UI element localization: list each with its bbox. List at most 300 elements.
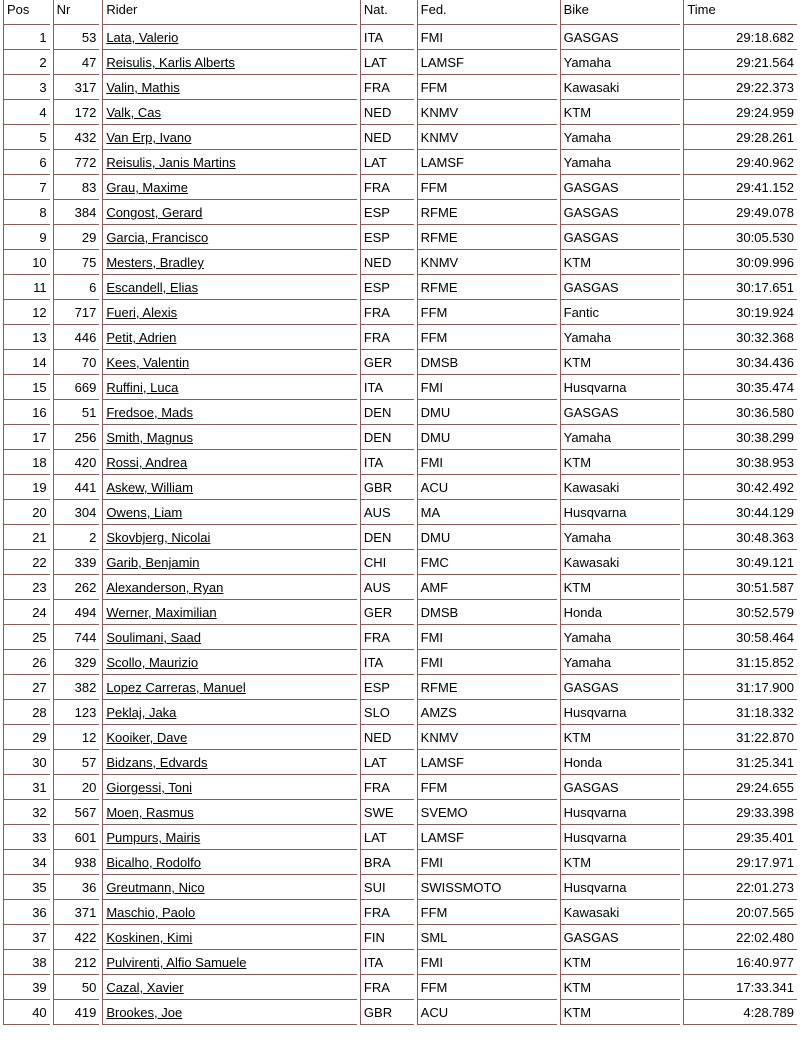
pos-cell: 19 — [3, 475, 50, 500]
bike-cell: GASGAS — [560, 400, 681, 425]
nat-cell: NED — [360, 250, 414, 275]
nat-cell: SUI — [360, 875, 414, 900]
nr-cell: 938 — [53, 850, 100, 875]
nr-cell: 83 — [53, 175, 100, 200]
pos-cell: 23 — [3, 575, 50, 600]
rider-cell — [102, 1000, 357, 1025]
table-row — [3, 500, 797, 525]
table-row — [3, 50, 797, 75]
rider-link[interactable]: Cazal, Xavier — [106, 980, 184, 995]
fed-cell: SML — [417, 925, 557, 950]
time-cell: 31:22.870 — [683, 725, 797, 750]
header-nr: Nr — [53, 0, 100, 25]
fed-cell: DMSB — [417, 600, 557, 625]
bike-cell: GASGAS — [560, 175, 681, 200]
fed-cell: SWISSMOTO — [417, 875, 557, 900]
pos-cell: 21 — [3, 525, 50, 550]
fed-cell: FFM — [417, 175, 557, 200]
table-row — [3, 75, 797, 100]
nat-cell: GBR — [360, 1000, 414, 1025]
pos-cell: 11 — [3, 275, 50, 300]
nat-cell: ITA — [360, 450, 414, 475]
rider-link[interactable]: Kees, Valentin — [106, 355, 190, 370]
fed-cell: LAMSF — [417, 150, 557, 175]
pos-cell: 28 — [3, 700, 50, 725]
fed-cell: FFM — [417, 325, 557, 350]
nr-cell: 123 — [53, 700, 100, 725]
table-row — [3, 975, 797, 1000]
pos-cell: 14 — [3, 350, 50, 375]
rider-cell — [102, 800, 357, 825]
rider-link[interactable]: Bicalho, Rodolfo — [106, 855, 201, 870]
pos-cell: 37 — [3, 925, 50, 950]
time-cell: 30:05.530 — [683, 225, 797, 250]
time-cell: 29:41.152 — [683, 175, 797, 200]
nat-cell: FRA — [360, 625, 414, 650]
rider-link[interactable]: Scollo, Maurizio — [106, 655, 199, 670]
table-row — [3, 700, 797, 725]
rider-link[interactable]: Greutmann, Nico — [106, 880, 205, 895]
rider-link[interactable]: Lata, Valerio — [106, 30, 179, 45]
fed-cell: AMF — [417, 575, 557, 600]
nr-cell: 50 — [53, 975, 100, 1000]
rider-link[interactable]: Van Erp, Ivano — [106, 130, 192, 145]
rider-cell — [102, 825, 357, 850]
bike-cell: KTM — [560, 450, 681, 475]
nr-cell: 371 — [53, 900, 100, 925]
table-row — [3, 725, 797, 750]
nr-cell: 57 — [53, 750, 100, 775]
bike-cell: KTM — [560, 250, 681, 275]
table-row — [3, 125, 797, 150]
rider-cell — [102, 350, 357, 375]
time-cell: 30:58.464 — [683, 625, 797, 650]
table-row — [3, 250, 797, 275]
pos-cell: 40 — [3, 1000, 50, 1025]
table-row — [3, 300, 797, 325]
rider-link[interactable]: Garcia, Francisco — [106, 230, 209, 245]
rider-link[interactable]: Garib, Benjamin — [106, 555, 200, 570]
pos-cell: 15 — [3, 375, 50, 400]
rider-link[interactable]: Soulimani, Saad — [106, 630, 201, 645]
nat-cell: ITA — [360, 25, 414, 50]
rider-link[interactable]: Maschio, Paolo — [106, 905, 196, 920]
rider-link[interactable]: Giorgessi, Toni — [106, 780, 193, 795]
fed-cell: DMU — [417, 525, 557, 550]
nr-cell: 47 — [53, 50, 100, 75]
nat-cell: NED — [360, 125, 414, 150]
fed-cell: FMI — [417, 950, 557, 975]
pos-cell: 1 — [3, 25, 50, 50]
bike-cell: Honda — [560, 600, 681, 625]
bike-cell: KTM — [560, 350, 681, 375]
pos-cell: 5 — [3, 125, 50, 150]
table-row — [3, 100, 797, 125]
nr-cell: 717 — [53, 300, 100, 325]
rider-cell — [102, 425, 357, 450]
nr-cell: 304 — [53, 500, 100, 525]
rider-link[interactable]: Valin, Mathis — [106, 80, 180, 95]
fed-cell: KNMV — [417, 250, 557, 275]
rider-cell — [102, 150, 357, 175]
fed-cell: LAMSF — [417, 750, 557, 775]
nr-cell: 256 — [53, 425, 100, 450]
fed-cell: FMC — [417, 550, 557, 575]
fed-cell: FFM — [417, 75, 557, 100]
rider-link[interactable]: Valk, Cas — [106, 105, 161, 120]
pos-cell: 9 — [3, 225, 50, 250]
rider-cell — [102, 75, 357, 100]
time-cell: 31:18.332 — [683, 700, 797, 725]
rider-link[interactable]: Peklaj, Jaka — [106, 705, 177, 720]
fed-cell: DMU — [417, 425, 557, 450]
time-cell: 29:33.398 — [683, 800, 797, 825]
nat-cell: FRA — [360, 900, 414, 925]
nat-cell: FRA — [360, 775, 414, 800]
pos-cell: 12 — [3, 300, 50, 325]
rider-cell — [102, 375, 357, 400]
fed-cell: ACU — [417, 1000, 557, 1025]
nat-cell: CHI — [360, 550, 414, 575]
nr-cell: 772 — [53, 150, 100, 175]
nat-cell: SWE — [360, 800, 414, 825]
nat-cell: FRA — [360, 325, 414, 350]
nr-cell: 51 — [53, 400, 100, 425]
table-row — [3, 925, 797, 950]
table-row — [3, 175, 797, 200]
rider-link[interactable]: Koskinen, Kimi — [106, 930, 193, 945]
rider-link[interactable]: Escandell, Elias — [106, 280, 199, 295]
bike-cell: KTM — [560, 575, 681, 600]
bike-cell: GASGAS — [560, 925, 681, 950]
table-row — [3, 900, 797, 925]
bike-cell: Fantic — [560, 300, 681, 325]
time-cell: 29:21.564 — [683, 50, 797, 75]
rider-cell — [102, 775, 357, 800]
nat-cell: ESP — [360, 275, 414, 300]
time-cell: 29:35.401 — [683, 825, 797, 850]
time-cell: 30:32.368 — [683, 325, 797, 350]
nr-cell: 339 — [53, 550, 100, 575]
pos-cell: 3 — [3, 75, 50, 100]
nr-cell: 262 — [53, 575, 100, 600]
table-row — [3, 450, 797, 475]
rider-cell — [102, 725, 357, 750]
nr-cell: 75 — [53, 250, 100, 275]
nr-cell: 29 — [53, 225, 100, 250]
table-row — [3, 25, 797, 50]
rider-link[interactable]: Mesters, Bradley — [106, 255, 204, 270]
pos-cell: 24 — [3, 600, 50, 625]
time-cell: 30:36.580 — [683, 400, 797, 425]
rider-cell — [102, 450, 357, 475]
rider-cell — [102, 325, 357, 350]
table-row — [3, 275, 797, 300]
bike-cell: GASGAS — [560, 275, 681, 300]
time-cell: 30:44.129 — [683, 500, 797, 525]
nat-cell: FRA — [360, 300, 414, 325]
rider-link[interactable]: Pulvirenti, Alfio Samuele — [106, 955, 247, 970]
bike-cell: GASGAS — [560, 225, 681, 250]
nat-cell: LAT — [360, 150, 414, 175]
nat-cell: LAT — [360, 50, 414, 75]
table-row — [3, 475, 797, 500]
table-row — [3, 350, 797, 375]
time-cell: 30:51.587 — [683, 575, 797, 600]
time-cell: 30:52.579 — [683, 600, 797, 625]
time-cell: 29:17.971 — [683, 850, 797, 875]
pos-cell: 35 — [3, 875, 50, 900]
pos-cell: 20 — [3, 500, 50, 525]
nat-cell: LAT — [360, 825, 414, 850]
rider-cell — [102, 475, 357, 500]
pos-cell: 10 — [3, 250, 50, 275]
pos-cell: 2 — [3, 50, 50, 75]
rider-link[interactable]: Brookes, Joe — [106, 1005, 183, 1020]
header-row — [3, 0, 797, 25]
nat-cell: ESP — [360, 200, 414, 225]
time-cell: 17:33.341 — [683, 975, 797, 1000]
rider-link[interactable]: Lopez Carreras, Manuel — [106, 680, 246, 695]
rider-cell — [102, 950, 357, 975]
rider-link[interactable]: Reisulis, Janis Martins — [106, 155, 236, 170]
fed-cell: SVEMO — [417, 800, 557, 825]
nr-cell: 212 — [53, 950, 100, 975]
rider-cell — [102, 175, 357, 200]
nr-cell: 446 — [53, 325, 100, 350]
pos-cell: 6 — [3, 150, 50, 175]
nr-cell: 441 — [53, 475, 100, 500]
fed-cell: LAMSF — [417, 50, 557, 75]
bike-cell: Kawasaki — [560, 900, 681, 925]
bike-cell: Kawasaki — [560, 75, 681, 100]
time-cell: 30:42.492 — [683, 475, 797, 500]
bike-cell: Husqvarna — [560, 800, 681, 825]
fed-cell: RFME — [417, 275, 557, 300]
bike-cell: Yamaha — [560, 625, 681, 650]
nat-cell: FRA — [360, 975, 414, 1000]
nat-cell: LAT — [360, 750, 414, 775]
pos-cell: 38 — [3, 950, 50, 975]
nat-cell: ITA — [360, 950, 414, 975]
nr-cell: 494 — [53, 600, 100, 625]
rider-link[interactable]: Moen, Rasmus — [106, 805, 194, 820]
rider-link[interactable]: Fueri, Alexis — [106, 305, 178, 320]
rider-link[interactable]: Alexanderson, Ryan — [106, 580, 224, 595]
pos-cell: 31 — [3, 775, 50, 800]
time-cell: 29:24.959 — [683, 100, 797, 125]
table-row — [3, 550, 797, 575]
time-cell: 4:28.789 — [683, 1000, 797, 1025]
rider-link[interactable]: Congost, Gerard — [106, 205, 203, 220]
nat-cell: FRA — [360, 75, 414, 100]
fed-cell: FMI — [417, 450, 557, 475]
nat-cell: DEN — [360, 400, 414, 425]
table-row — [3, 1000, 797, 1025]
table-row — [3, 600, 797, 625]
pos-cell: 22 — [3, 550, 50, 575]
nat-cell: DEN — [360, 525, 414, 550]
time-cell: 30:35.474 — [683, 375, 797, 400]
bike-cell: Husqvarna — [560, 375, 681, 400]
nr-cell: 6 — [53, 275, 100, 300]
nr-cell: 601 — [53, 825, 100, 850]
nr-cell: 744 — [53, 625, 100, 650]
nr-cell: 432 — [53, 125, 100, 150]
table-row — [3, 400, 797, 425]
rider-cell — [102, 850, 357, 875]
nr-cell: 384 — [53, 200, 100, 225]
table-row — [3, 425, 797, 450]
nr-cell: 329 — [53, 650, 100, 675]
fed-cell: DMSB — [417, 350, 557, 375]
header-nat: Nat. — [360, 0, 414, 25]
fed-cell: KNMV — [417, 725, 557, 750]
bike-cell: GASGAS — [560, 25, 681, 50]
time-cell: 31:17.900 — [683, 675, 797, 700]
rider-link[interactable]: Rossi, Andrea — [106, 455, 188, 470]
table-row — [3, 825, 797, 850]
time-cell: 30:48.363 — [683, 525, 797, 550]
table-row — [3, 200, 797, 225]
rider-link[interactable]: Ruffini, Luca — [106, 380, 179, 395]
fed-cell: FMI — [417, 850, 557, 875]
rider-link[interactable]: Reisulis, Karlis Alberts — [106, 55, 235, 70]
rider-link[interactable]: Petit, Adrien — [106, 330, 177, 345]
nat-cell: GBR — [360, 475, 414, 500]
pos-cell: 25 — [3, 625, 50, 650]
table-row — [3, 625, 797, 650]
nr-cell: 420 — [53, 450, 100, 475]
time-cell: 16:40.977 — [683, 950, 797, 975]
rider-link[interactable]: Werner, Maximilian — [106, 605, 217, 620]
bike-cell: KTM — [560, 850, 681, 875]
rider-cell — [102, 750, 357, 775]
rider-cell — [102, 700, 357, 725]
nr-cell: 382 — [53, 675, 100, 700]
rider-cell — [102, 525, 357, 550]
time-cell: 30:38.299 — [683, 425, 797, 450]
time-cell: 29:18.682 — [683, 25, 797, 50]
nat-cell: GER — [360, 350, 414, 375]
nr-cell: 567 — [53, 800, 100, 825]
fed-cell: ACU — [417, 475, 557, 500]
time-cell: 29:24.655 — [683, 775, 797, 800]
rider-cell — [102, 275, 357, 300]
bike-cell: Kawasaki — [560, 475, 681, 500]
rider-link[interactable]: Kooiker, Dave — [106, 730, 188, 745]
fed-cell: FFM — [417, 300, 557, 325]
rider-link[interactable]: Grau, Maxime — [106, 180, 188, 195]
bike-cell: KTM — [560, 950, 681, 975]
nat-cell: FRA — [360, 175, 414, 200]
pos-cell: 34 — [3, 850, 50, 875]
time-cell: 30:34.436 — [683, 350, 797, 375]
rider-cell — [102, 300, 357, 325]
nat-cell: ESP — [360, 675, 414, 700]
table-row — [3, 150, 797, 175]
pos-cell: 27 — [3, 675, 50, 700]
time-cell: 30:38.953 — [683, 450, 797, 475]
rider-link[interactable]: Skovbjerg, Nicolai — [106, 530, 211, 545]
time-cell: 31:15.852 — [683, 650, 797, 675]
pos-cell: 7 — [3, 175, 50, 200]
rider-cell — [102, 400, 357, 425]
pos-cell: 16 — [3, 400, 50, 425]
rider-cell — [102, 50, 357, 75]
pos-cell: 29 — [3, 725, 50, 750]
rider-link[interactable]: Bidzans, Edvards — [106, 755, 208, 770]
header-bike: Bike — [560, 0, 681, 25]
fed-cell: LAMSF — [417, 825, 557, 850]
rider-cell — [102, 600, 357, 625]
bike-cell: Yamaha — [560, 650, 681, 675]
pos-cell: 8 — [3, 200, 50, 225]
table-row — [3, 775, 797, 800]
rider-link[interactable]: Fredsoe, Mads — [106, 405, 194, 420]
rider-link[interactable]: Smith, Magnus — [106, 430, 194, 445]
nat-cell: SLO — [360, 700, 414, 725]
nat-cell: DEN — [360, 425, 414, 450]
rider-cell — [102, 100, 357, 125]
time-cell: 30:09.996 — [683, 250, 797, 275]
bike-cell: Husqvarna — [560, 500, 681, 525]
rider-cell — [102, 925, 357, 950]
bike-cell: Husqvarna — [560, 825, 681, 850]
table-row — [3, 875, 797, 900]
bike-cell: GASGAS — [560, 775, 681, 800]
time-cell: 29:22.373 — [683, 75, 797, 100]
time-cell: 20:07.565 — [683, 900, 797, 925]
time-cell: 29:40.962 — [683, 150, 797, 175]
nr-cell: 70 — [53, 350, 100, 375]
fed-cell: DMU — [417, 400, 557, 425]
time-cell: 30:17.651 — [683, 275, 797, 300]
bike-cell: KTM — [560, 1000, 681, 1025]
fed-cell: KNMV — [417, 125, 557, 150]
time-cell: 29:49.078 — [683, 200, 797, 225]
nr-cell: 36 — [53, 875, 100, 900]
header-fed: Fed. — [417, 0, 557, 25]
table-row — [3, 525, 797, 550]
header-time: Time — [683, 0, 797, 25]
pos-cell: 26 — [3, 650, 50, 675]
bike-cell: Yamaha — [560, 525, 681, 550]
nr-cell: 53 — [53, 25, 100, 50]
fed-cell: KNMV — [417, 100, 557, 125]
table-row — [3, 225, 797, 250]
time-cell: 22:01.273 — [683, 875, 797, 900]
pos-cell: 39 — [3, 975, 50, 1000]
rider-link[interactable]: Pumpurs, Mairis — [106, 830, 201, 845]
table-row — [3, 675, 797, 700]
rider-cell — [102, 200, 357, 225]
time-cell: 31:25.341 — [683, 750, 797, 775]
bike-cell: Yamaha — [560, 425, 681, 450]
table-row — [3, 750, 797, 775]
rider-link[interactable]: Owens, Liam — [106, 505, 183, 520]
fed-cell: AMZS — [417, 700, 557, 725]
rider-link[interactable]: Askew, William — [106, 480, 193, 495]
bike-cell: Yamaha — [560, 50, 681, 75]
header-rider: Rider — [102, 0, 357, 25]
bike-cell: Honda — [560, 750, 681, 775]
pos-cell: 4 — [3, 100, 50, 125]
rider-cell — [102, 250, 357, 275]
nat-cell: ITA — [360, 375, 414, 400]
fed-cell: FMI — [417, 625, 557, 650]
bike-cell: Yamaha — [560, 325, 681, 350]
